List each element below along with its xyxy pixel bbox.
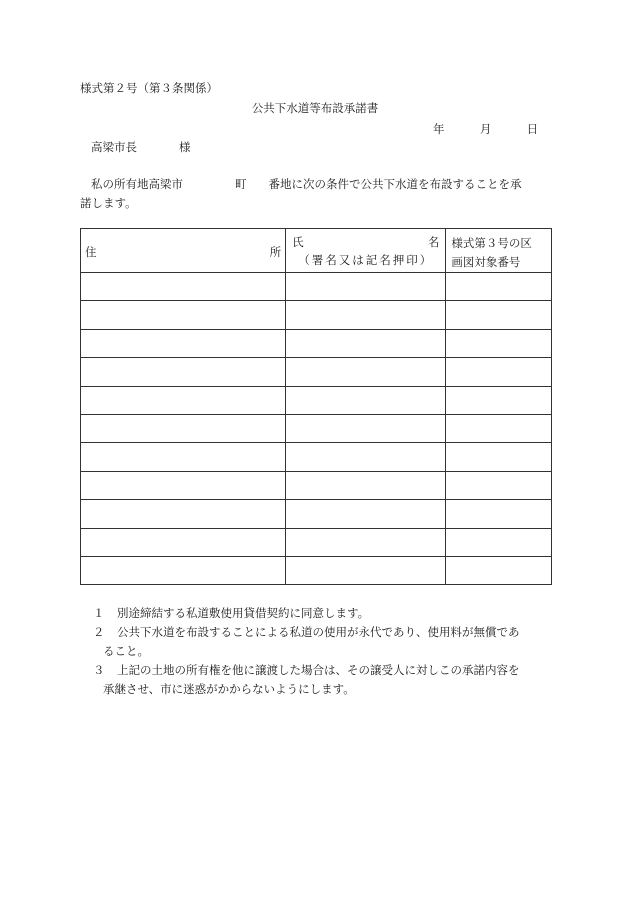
address-cell[interactable]	[81, 471, 286, 499]
table-row	[81, 528, 552, 556]
name-cell[interactable]	[286, 301, 446, 329]
body-town: 町	[235, 177, 247, 191]
address-cell[interactable]	[81, 414, 286, 442]
header-address-left: 住	[85, 245, 97, 259]
name-cell[interactable]	[286, 500, 446, 528]
table-row	[81, 386, 552, 414]
name-cell[interactable]	[286, 329, 446, 357]
address-cell[interactable]	[81, 329, 286, 357]
table-row	[81, 301, 552, 329]
body-text-1: 私の所有地高梁市	[91, 177, 183, 191]
address-cell[interactable]	[81, 500, 286, 528]
map-number-cell[interactable]	[446, 273, 552, 301]
address-cell[interactable]	[81, 443, 286, 471]
consent-table	[80, 228, 552, 585]
header-address	[81, 229, 286, 273]
header-name-sub: （署名又は記名押印）	[298, 253, 434, 267]
condition-number: ３	[93, 663, 105, 677]
table-row	[81, 273, 552, 301]
header-map-number-line1: 様式第３号の区	[451, 236, 532, 250]
map-number-cell[interactable]	[446, 528, 552, 556]
map-number-cell[interactable]	[446, 386, 552, 414]
name-cell[interactable]	[286, 471, 446, 499]
name-cell[interactable]	[286, 556, 446, 584]
name-cell[interactable]	[286, 386, 446, 414]
header-address-right: 所	[269, 245, 282, 259]
map-number-cell[interactable]	[446, 500, 552, 528]
map-number-cell[interactable]	[446, 301, 552, 329]
name-cell[interactable]	[286, 358, 446, 386]
condition-number: １	[93, 606, 105, 620]
table-body	[81, 273, 552, 585]
address-cell[interactable]	[81, 358, 286, 386]
condition-number: ２	[93, 625, 105, 639]
name-cell[interactable]	[286, 443, 446, 471]
condition-item	[93, 623, 553, 661]
condition-text: 公共下水道を布設することによる私道の使用が永代であり、使用料が無償であ	[117, 625, 520, 639]
address-cell[interactable]	[81, 273, 286, 301]
condition-item	[93, 604, 553, 623]
body-text-2: 番地に次の条件で公共下水道を布設することを承	[268, 177, 522, 191]
map-number-cell[interactable]	[446, 443, 552, 471]
date-year: 年	[433, 122, 445, 136]
map-number-cell[interactable]	[446, 556, 552, 584]
addressee-name: 高梁市長	[91, 140, 137, 154]
header-name-left: 氏	[292, 235, 304, 249]
name-cell[interactable]	[286, 528, 446, 556]
address-cell[interactable]	[81, 301, 286, 329]
table-row	[81, 414, 552, 442]
table-row	[81, 500, 552, 528]
map-number-cell[interactable]	[446, 414, 552, 442]
header-name	[286, 229, 446, 273]
address-cell[interactable]	[81, 556, 286, 584]
condition-text-cont: ること。	[103, 644, 149, 658]
table-row	[81, 329, 552, 357]
table-row	[81, 556, 552, 584]
map-number-cell[interactable]	[446, 471, 552, 499]
date-day: 日	[526, 122, 539, 136]
condition-text: 上記の土地の所有権を他に譲渡した場合は、その譲受人に対しこの承諾内容を	[117, 663, 520, 677]
body-line-1	[91, 176, 522, 192]
date-line	[433, 121, 538, 137]
condition-text: 別途締結する私道敷使用貸借契約に同意します。	[117, 606, 370, 620]
table-row	[81, 358, 552, 386]
document-title: 公共下水道等布設承諾書	[251, 101, 379, 115]
addressee	[91, 139, 191, 155]
table-row	[81, 443, 552, 471]
map-number-cell[interactable]	[446, 329, 552, 357]
header-map-number-line2: 画図対象番号	[451, 255, 521, 269]
addressee-honorific: 様	[179, 140, 191, 154]
header-name-right: 名	[427, 235, 440, 249]
name-cell[interactable]	[286, 273, 446, 301]
form-number: 様式第２号（第３条関係）	[80, 81, 218, 95]
header-map-number	[446, 229, 552, 273]
table-row	[81, 471, 552, 499]
map-number-cell[interactable]	[446, 358, 552, 386]
body-line-2: 諾します。	[80, 196, 137, 210]
address-cell[interactable]	[81, 386, 286, 414]
condition-text-cont: 承継させ、市に迷惑がかからないようにします。	[103, 682, 355, 696]
date-month: 月	[479, 122, 492, 136]
name-cell[interactable]	[286, 414, 446, 442]
address-cell[interactable]	[81, 528, 286, 556]
condition-item	[93, 661, 553, 699]
